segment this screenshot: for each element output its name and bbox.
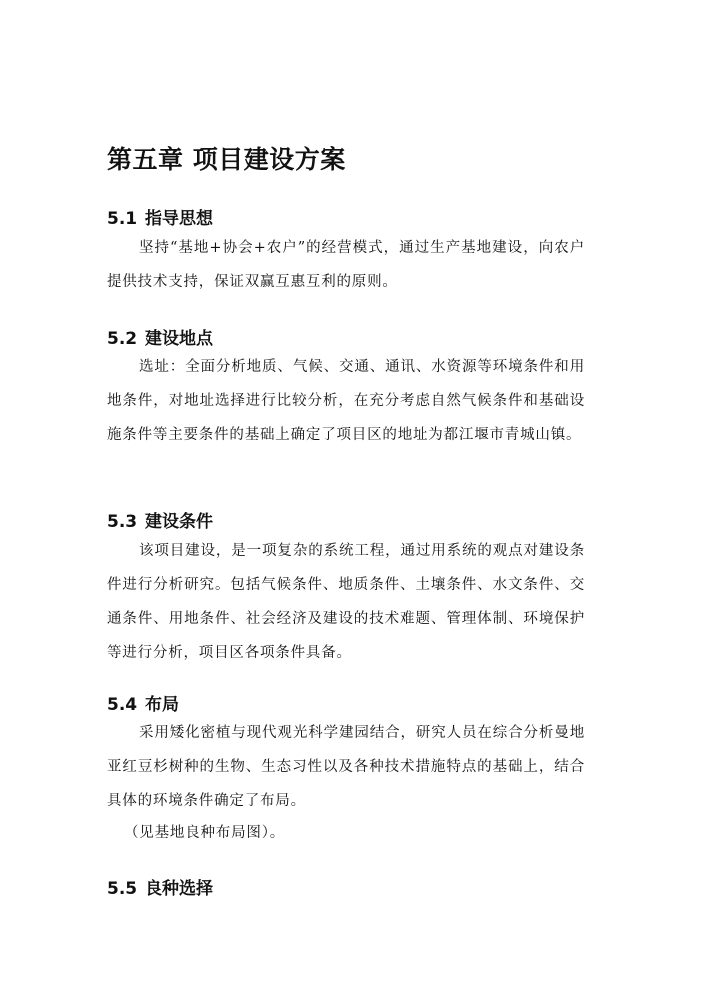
section-heading-5-5 — [107, 874, 213, 899]
section-title: 建设条件 — [145, 512, 213, 532]
section-heading-5-3 — [107, 507, 213, 532]
section-paragraph-5-2: 选址：全面分析地质、气候、交通、通讯、水资源等环境条件和用地条件，对地址选择进行比较分析，在充分考虑自然气候条件和基础设施条件等主要条件的基础上确定了项目区的地址为都江堰市青城山镇。 — [107, 359, 585, 443]
section-title: 建设地点 — [145, 329, 213, 349]
section-title: 良种选择 — [145, 879, 213, 899]
section-number: 5.2 — [107, 329, 138, 349]
section-number: 5.4 — [107, 695, 138, 715]
chapter-title: 第五章 项目建设方案 — [107, 145, 346, 174]
section-number: 5.1 — [107, 209, 138, 229]
section-paragraph-5-1: 坚持“基地+协会+农户”的经营模式，通过生产基地建设，向农户提供技术支持，保证双赢互惠互利的原则。 — [107, 240, 585, 290]
section-heading-5-2 — [107, 324, 213, 349]
section-heading-5-4 — [107, 690, 179, 715]
section-number: 5.5 — [107, 879, 138, 899]
section-title: 布局 — [145, 695, 179, 715]
section-title: 指导思想 — [145, 209, 213, 229]
section-paragraph-5-3: 该项目建设，是一项复杂的系统工程，通过用系统的观点对建设条件进行分析研究。包括气候条件、地质条件、土壤条件、水文条件、交通条件、用地条件、社会经济及建设的技术难题、管理体制、环境保护等进行分析，项目区各项条件具备。 — [107, 543, 585, 661]
section-paragraph-5-4: 采用矮化密植与现代观光科学建园结合，研究人员在综合分析曼地亚红豆杉树种的生物、生态习性以及各种技术措施特点的基础上，结合具体的环境条件确定了布局。 — [107, 725, 585, 809]
section-heading-5-1 — [107, 204, 213, 229]
layout-diagram-note: （见基地良种布局图）。 — [124, 825, 286, 841]
section-number: 5.3 — [107, 512, 138, 532]
